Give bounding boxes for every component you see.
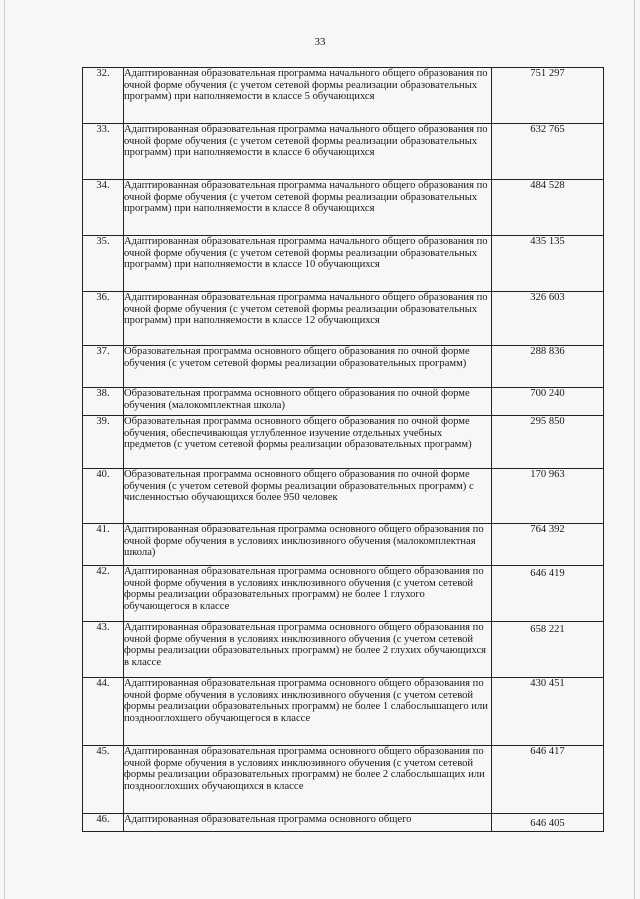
- program-description: Адаптированная образовательная программа основного общего образования по очной форме обучения в условиях инклюзивного обучения (с учетом сетевой формы реализации образовательных программ) не более 1 глухого обучающегося в классе: [124, 566, 492, 622]
- cost-value: 658 221: [492, 622, 604, 678]
- table-row: [83, 292, 604, 346]
- table-row: [83, 746, 604, 814]
- program-description: Образовательная программа основного общего образования по очной форме обучения (малокомплектная школа): [124, 388, 492, 416]
- cost-value: 430 451: [492, 678, 604, 746]
- cost-value: 435 135: [492, 236, 604, 292]
- cost-value: 700 240: [492, 388, 604, 416]
- cost-value: 764 392: [492, 524, 604, 566]
- program-description: Адаптированная образовательная программа основного общего образования по очной форме обучения в условиях инклюзивного обучения (с учетом сетевой формы реализации образовательных программ) не более 1 слабослышащего или позднооглохшего обучающегося в классе: [124, 678, 492, 746]
- row-number: 36.: [83, 292, 124, 346]
- program-description: Адаптированная образовательная программа основного общего: [124, 814, 492, 832]
- table-row: [83, 236, 604, 292]
- table-row: [83, 524, 604, 566]
- table-row: [83, 180, 604, 236]
- table-row: [83, 416, 604, 469]
- row-number: 45.: [83, 746, 124, 814]
- program-description: Адаптированная образовательная программа основного общего образования по очной форме обучения в условиях инклюзивного обучения (с учетом сетевой формы реализации образовательных программ) не более 2 глухих обучающихся в классе: [124, 622, 492, 678]
- program-description: Образовательная программа основного общего образования по очной форме обучения (с учетом сетевой формы реализации образовательных программ) с численностью обучающихся более 950 человек: [124, 469, 492, 524]
- row-number: 38.: [83, 388, 124, 416]
- table-row: [83, 814, 604, 832]
- row-number: 42.: [83, 566, 124, 622]
- cost-value: 170 963: [492, 469, 604, 524]
- row-number: 39.: [83, 416, 124, 469]
- program-description: Адаптированная образовательная программа начального общего образования по очной форме обучения (с учетом сетевой формы реализации образовательных программ) при наполняемости в классе 6 обучающихся: [124, 124, 492, 180]
- program-description: Адаптированная образовательная программа основного общего образования по очной форме обучения в условиях инклюзивного обучения (с учетом сетевой формы реализации образовательных программ) не более 2 слабослышащих или позднооглохших обучающихся в классе: [124, 746, 492, 814]
- table-row: [83, 346, 604, 388]
- program-description: Адаптированная образовательная программа начального общего образования по очной форме обучения (с учетом сетевой формы реализации образовательных программ) при наполняемости в классе 12 обучающихся: [124, 292, 492, 346]
- row-number: 44.: [83, 678, 124, 746]
- cost-value: 288 836: [492, 346, 604, 388]
- row-number: 34.: [83, 180, 124, 236]
- program-description: Адаптированная образовательная программа начального общего образования по очной форме обучения (с учетом сетевой формы реализации образовательных программ) при наполняемости в классе 8 обучающихся: [124, 180, 492, 236]
- row-number: 33.: [83, 124, 124, 180]
- table-row: [83, 469, 604, 524]
- row-number: 46.: [83, 814, 124, 832]
- cost-value: 295 850: [492, 416, 604, 469]
- row-number: 32.: [83, 68, 124, 124]
- table-row: [83, 566, 604, 622]
- cost-value: 646 419: [492, 566, 604, 622]
- row-number: 40.: [83, 469, 124, 524]
- row-number: 37.: [83, 346, 124, 388]
- cost-value: 646 417: [492, 746, 604, 814]
- cost-value: 326 603: [492, 292, 604, 346]
- cost-value: 646 405: [492, 814, 604, 832]
- cost-value: 751 297: [492, 68, 604, 124]
- row-number: 41.: [83, 524, 124, 566]
- program-description: Адаптированная образовательная программа начального общего образования по очной форме обучения (с учетом сетевой формы реализации образовательных программ) при наполняемости в классе 5 обучающихся: [124, 68, 492, 124]
- cost-value: 484 528: [492, 180, 604, 236]
- page-number: 33: [314, 36, 326, 48]
- program-description: Адаптированная образовательная программа основного общего образования по очной форме обучения в условиях инклюзивного обучения (малокомплектная школа): [124, 524, 492, 566]
- table-row: [83, 622, 604, 678]
- scan-edge-left: [4, 0, 5, 899]
- cost-table: [82, 67, 604, 832]
- table-row: [83, 68, 604, 124]
- program-description: Адаптированная образовательная программа начального общего образования по очной форме обучения (с учетом сетевой формы реализации образовательных программ) при наполняемости в классе 10 обучающихся: [124, 236, 492, 292]
- program-description: Образовательная программа основного общего образования по очной форме обучения (с учетом сетевой формы реализации образовательных программ): [124, 346, 492, 388]
- cost-value: 632 765: [492, 124, 604, 180]
- row-number: 35.: [83, 236, 124, 292]
- scan-edge-right: [634, 0, 635, 899]
- table-row: [83, 388, 604, 416]
- program-description: Образовательная программа основного общего образования по очной форме обучения, обеспечивающая углубленное изучение отдельных учебных предметов (с учетом сетевой формы реализации образовательных программ): [124, 416, 492, 469]
- table-row: [83, 124, 604, 180]
- table-row: [83, 678, 604, 746]
- row-number: 43.: [83, 622, 124, 678]
